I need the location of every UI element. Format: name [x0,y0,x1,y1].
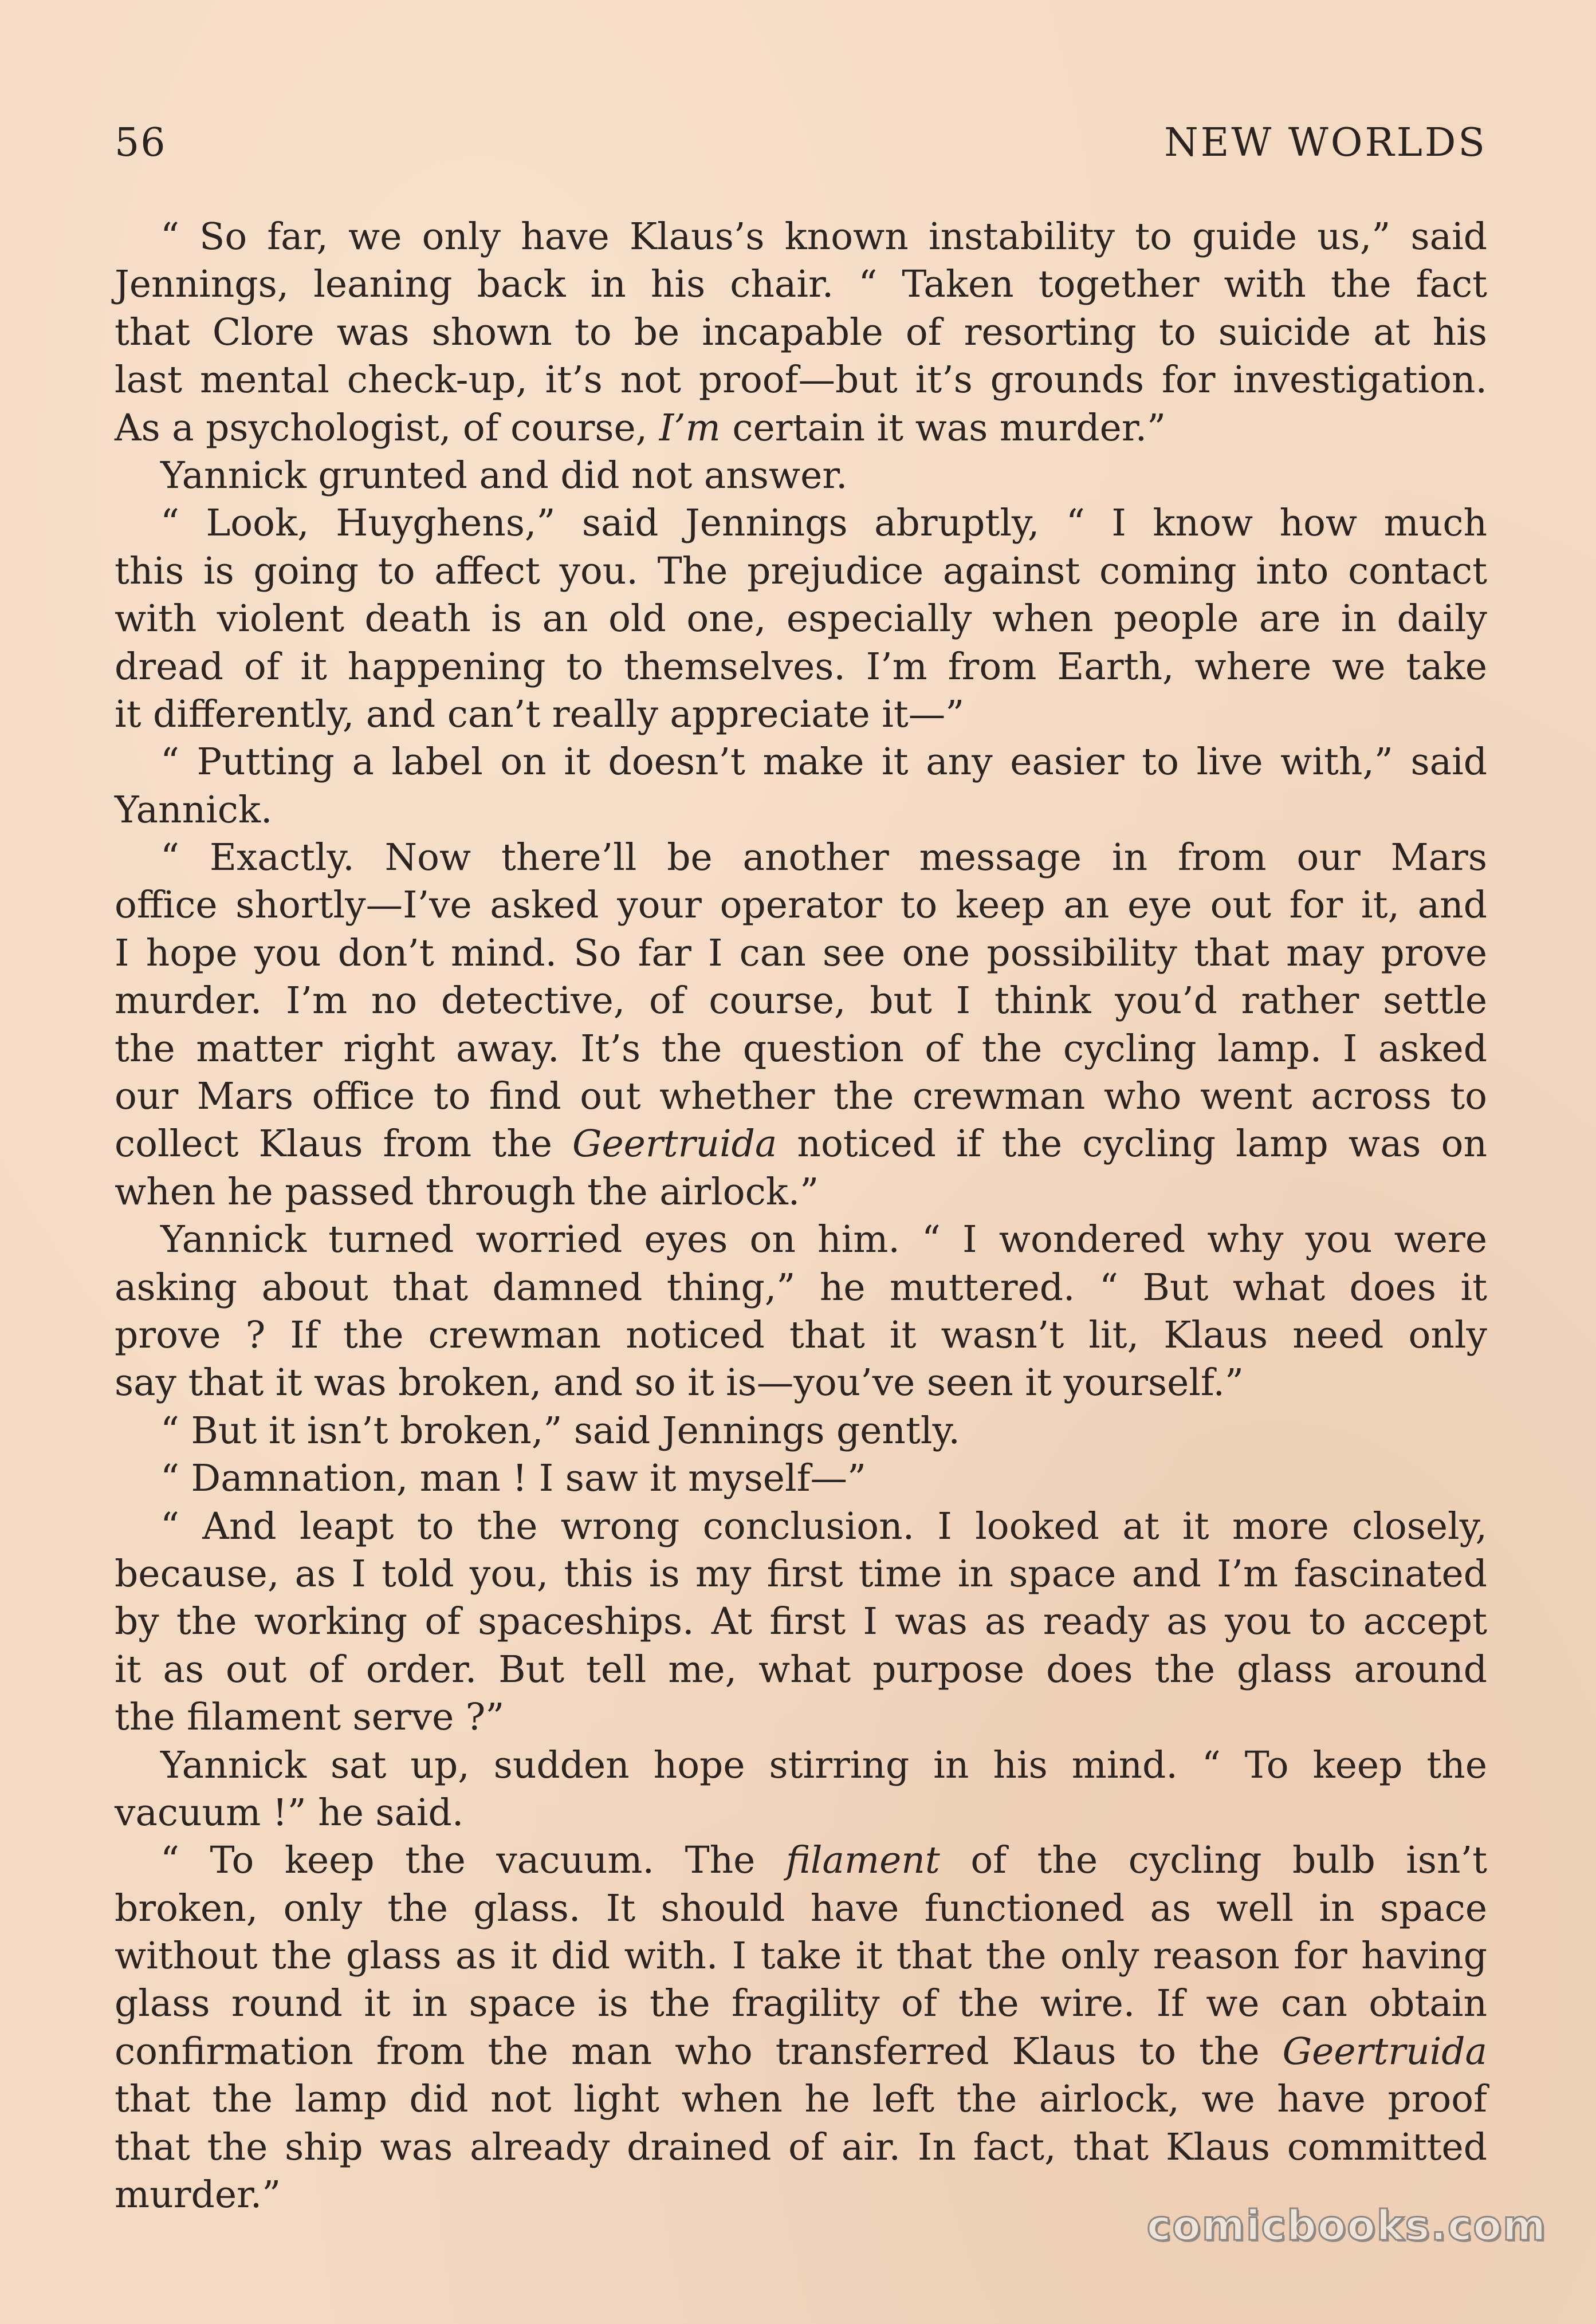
text-line: Yannick. [115,788,273,832]
text-line: by the working of spaceships. At first I was as ready as you to accept [115,1600,1487,1644]
text-line: murder. I’m no detective, of course, but I think you’d rather settle [115,979,1487,1023]
text-line: office shortly—I’ve asked your operator to keep an eye out for it, and [115,884,1487,927]
text-line: Yannick sat up, sudden hope stirring in his mind. “ To keep the [160,1743,1487,1787]
text-line: that the lamp did not light when he left the airlock, we have proof [115,2078,1487,2121]
text-line: glass round it in space is the fragility of the wire. If we can obtain [115,1982,1487,2026]
watermark: comicbooks.com [1146,2201,1547,2250]
text-line: murder.” [115,2173,281,2217]
text-line: As a psychologist, of course, I’m certain it was murder.” [115,406,1166,450]
running-title: NEW WORLDS [1164,120,1487,166]
text-line: “ So far, we only have Klaus’s known instability to guide us,” said [160,215,1487,258]
text-line: when he passed through the airlock.” [115,1170,819,1214]
text-line: asking about that damned thing,” he muttered. “ But what does it [115,1266,1487,1309]
text-line: “ And leapt to the wrong conclusion. I looked at it more closely, [160,1504,1487,1548]
page-number: 56 [115,120,167,166]
text-line: broken, only the glass. It should have functioned as well in space [115,1886,1487,1930]
body-text [115,213,1487,2219]
text-line: confirmation from the man who transferred Klaus to the Geertruida [115,2030,1487,2073]
text-line: “ Look, Huyghens,” said Jennings abruptly, “ I know how much [160,502,1487,545]
text-line: our Mars office to find out whether the crewman who went across to [115,1075,1487,1118]
text-line: prove ? If the crewman noticed that it wasn’t lit, Klaus need only [115,1313,1487,1357]
text-line: the filament serve ?” [115,1696,505,1739]
text-line: “ Exactly. Now there’ll be another message in from our Mars [160,836,1487,880]
text-line: “ To keep the vacuum. The filament of the cycling bulb isn’t [160,1839,1487,1882]
text-line: this is going to affect you. The prejudice against coming into contact [115,549,1487,593]
text-line: I hope you don’t mind. So far I can see one possibility that may prove [115,931,1487,975]
text-line: because, as I told you, this is my first time in space and I’m fascinated [115,1552,1487,1596]
text-line: that Clore was shown to be incapable of resorting to suicide at his [115,310,1487,354]
text-line: without the glass as it did with. I take it that the only reason for having [115,1935,1487,1978]
text-line: with violent death is an old one, especially when people are in daily [115,597,1487,641]
text-line: vacuum !” he said. [115,1791,464,1834]
text-line: “ Damnation, man ! I saw it myself—” [160,1457,866,1500]
text-line: it as out of order. But tell me, what purpose does the glass around [115,1648,1487,1691]
text-line: “ But it isn’t broken,” said Jennings gently. [160,1409,960,1452]
text-line: last mental check-up, it’s not proof—but it’s grounds for investigation. [115,359,1487,402]
text-line: Jennings, leaning back in his chair. “ Taken together with the fact [115,263,1487,306]
text-line: “ Putting a label on it doesn’t make it any easier to live with,” said [160,740,1487,784]
text-line: the matter right away. It’s the question of the cycling lamp. I asked [115,1027,1487,1070]
text-line: Yannick grunted and did not answer. [160,454,848,497]
text-line: it differently, and can’t really appreciate it—” [115,692,965,736]
text-line: that the ship was already drained of air. In fact, that Klaus committed [115,2125,1487,2169]
text-line: collect Klaus from the Geertruida noticed if the cycling lamp was on [115,1122,1487,1166]
text-line: Yannick turned worried eyes on him. “ I wondered why you were [160,1218,1487,1262]
text-line: say that it was broken, and so it is—you’ve seen it yourself.” [115,1361,1244,1405]
text-line: dread of it happening to themselves. I’m from Earth, where we take [115,645,1487,688]
page-header [115,120,1487,178]
